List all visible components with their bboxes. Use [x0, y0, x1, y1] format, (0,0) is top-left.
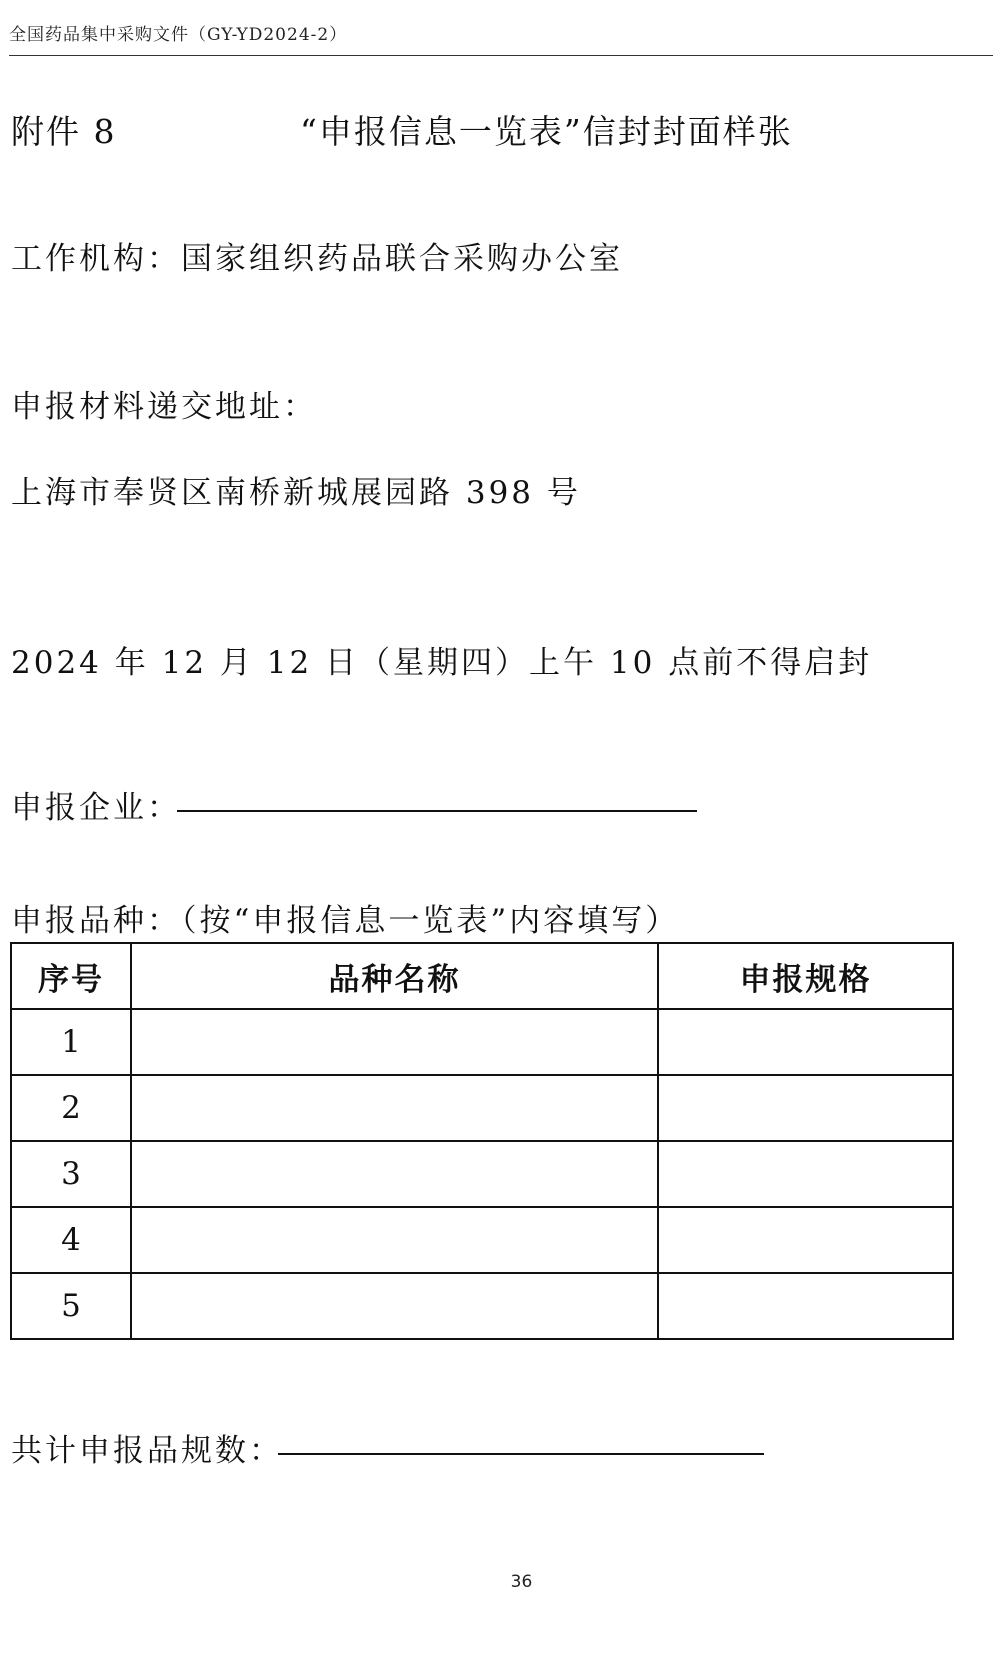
spec-cell: [658, 1009, 953, 1075]
variety-label: 申报品种：（按“申报信息一览表”内容填写）: [11, 903, 680, 939]
spec-cell: [658, 1273, 953, 1339]
table-row: [11, 1141, 953, 1207]
variety-name-cell: [131, 1273, 658, 1339]
table-row: [11, 1075, 953, 1141]
header-rule: [9, 55, 993, 56]
company-label: 申报企业：: [11, 790, 181, 826]
agency-line: 工作机构：国家组织药品联合采购办公室: [11, 241, 623, 277]
table-row: [11, 1273, 953, 1339]
company-fill-line: [177, 810, 697, 812]
product-table: [10, 942, 954, 1340]
spec-cell: [658, 1141, 953, 1207]
row-number: 3: [11, 1141, 131, 1207]
spec-cell: [658, 1207, 953, 1273]
header-variety-name: 品种名称: [131, 943, 658, 1009]
row-number: 2: [11, 1075, 131, 1141]
page-title: “申报信息一览表”信封封面样张: [300, 112, 793, 151]
address-value: 上海市奉贤区南桥新城展园路 398 号: [11, 475, 581, 511]
variety-name-cell: [131, 1075, 658, 1141]
address-label: 申报材料递交地址：: [11, 389, 317, 425]
seal-notice: 2024 年 12 月 12 日（星期四）上午 10 点前不得启封: [11, 645, 873, 681]
table-row: [11, 1207, 953, 1273]
variety-name-cell: [131, 1207, 658, 1273]
page-number: 36: [510, 1572, 533, 1592]
variety-name-cell: [131, 1009, 658, 1075]
table-header-row: [11, 943, 953, 1009]
total-fill-line: [278, 1453, 764, 1455]
row-number: 1: [11, 1009, 131, 1075]
variety-name-cell: [131, 1141, 658, 1207]
spec-cell: [658, 1075, 953, 1141]
attachment-label: 附件 8: [11, 112, 117, 151]
total-label: 共计申报品规数：: [11, 1433, 283, 1469]
table-row: [11, 1009, 953, 1075]
running-header: 全国药品集中采购文件（GY-YD2024-2）: [9, 25, 348, 45]
header-spec: 申报规格: [658, 943, 953, 1009]
header-serial: 序号: [11, 943, 131, 1009]
row-number: 4: [11, 1207, 131, 1273]
row-number: 5: [11, 1273, 131, 1339]
